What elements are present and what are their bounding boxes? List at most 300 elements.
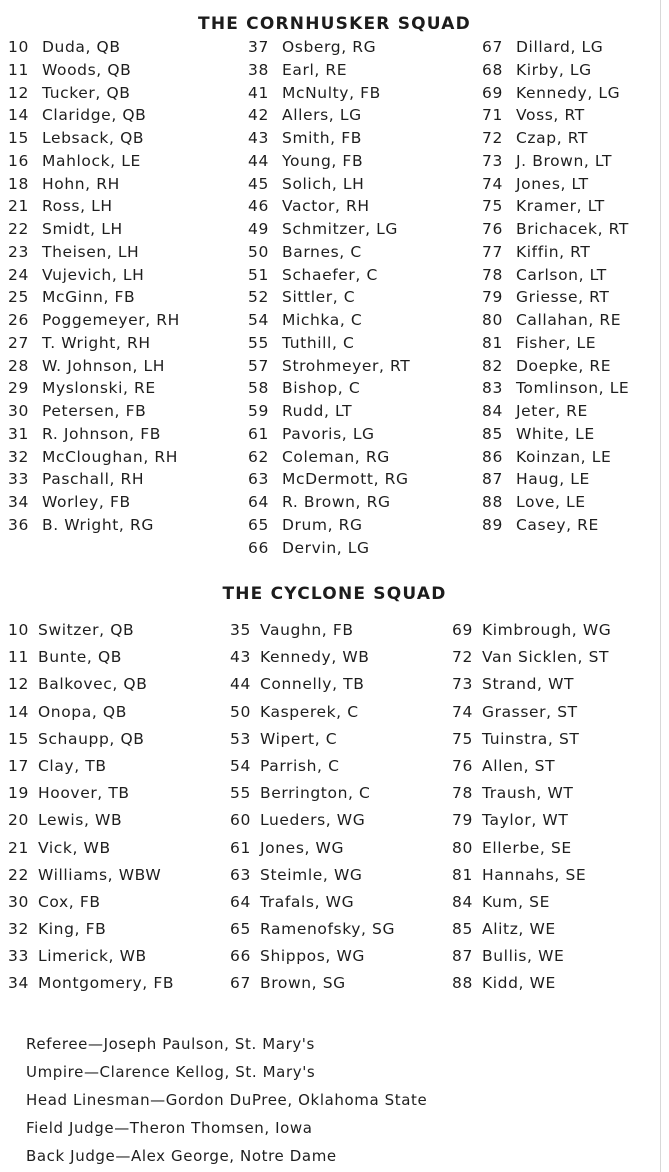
jersey-number: 84 bbox=[482, 402, 503, 420]
player-name-position: Bullis, WE bbox=[482, 947, 565, 966]
roster-entry bbox=[482, 355, 629, 378]
player-name-position: Young, FB bbox=[282, 151, 364, 170]
player-name-position: Brown, SG bbox=[260, 974, 346, 993]
player-name-position: Haug, LE bbox=[516, 470, 590, 489]
roster-entry bbox=[482, 491, 629, 514]
player-name-position: Kum, SE bbox=[482, 892, 551, 911]
roster-entry bbox=[230, 644, 395, 671]
player-name-position: Jones, LT bbox=[516, 174, 589, 193]
roster-entry bbox=[452, 943, 611, 970]
roster-entry bbox=[248, 173, 410, 196]
jersey-number: 16 bbox=[8, 151, 29, 170]
official-umpire: Umpire—Clarence Kellog, St. Mary's bbox=[26, 1063, 316, 1081]
roster-entry bbox=[8, 889, 174, 916]
jersey-number: 21 bbox=[8, 197, 29, 216]
player-name-position: Jeter, RE bbox=[516, 402, 588, 420]
player-name-position: Woods, QB bbox=[42, 60, 132, 79]
jersey-number: 45 bbox=[248, 174, 269, 193]
roster-entry bbox=[482, 400, 629, 423]
player-name-position: Dillard, LG bbox=[516, 38, 604, 56]
player-name-position: Coleman, RG bbox=[282, 447, 390, 466]
official-head-linesman: Head Linesman—Gordon DuPree, Oklahoma State bbox=[26, 1091, 428, 1109]
jersey-number: 67 bbox=[230, 974, 251, 993]
player-name-position: Schaupp, QB bbox=[38, 729, 145, 748]
jersey-number: 30 bbox=[8, 892, 29, 911]
jersey-number: 65 bbox=[230, 920, 251, 939]
cyclone-roster-col-3 bbox=[452, 617, 611, 998]
roster-entry bbox=[482, 195, 629, 218]
jersey-number: 44 bbox=[230, 675, 251, 694]
player-name-position: Allers, LG bbox=[282, 106, 362, 125]
player-name-position: Dervin, LG bbox=[282, 538, 370, 557]
roster-entry bbox=[8, 699, 174, 726]
roster-entry bbox=[230, 617, 395, 644]
jersey-number: 76 bbox=[482, 220, 503, 238]
official-back-judge: Back Judge—Alex George, Notre Dame bbox=[26, 1147, 337, 1165]
roster-entry bbox=[248, 468, 410, 491]
player-name-position: Griesse, RT bbox=[516, 288, 610, 307]
player-name-position: Switzer, QB bbox=[38, 621, 135, 639]
jersey-number: 22 bbox=[8, 220, 29, 238]
player-name-position: McGinn, FB bbox=[42, 288, 136, 307]
roster-entry bbox=[248, 491, 410, 514]
roster-entry bbox=[482, 514, 629, 537]
roster-entry bbox=[248, 286, 410, 309]
roster-entry bbox=[482, 423, 629, 446]
roster-entry bbox=[8, 36, 180, 59]
player-name-position: Mahlock, LE bbox=[42, 151, 141, 170]
player-name-position: Kidd, WE bbox=[482, 974, 556, 993]
cyclone-roster-col-2 bbox=[230, 617, 395, 998]
jersey-number: 64 bbox=[248, 493, 269, 511]
jersey-number: 87 bbox=[452, 947, 473, 966]
jersey-number: 44 bbox=[248, 151, 269, 170]
player-name-position: Osberg, RG bbox=[282, 38, 377, 56]
jersey-number: 82 bbox=[482, 356, 503, 375]
player-name-position: Sittler, C bbox=[282, 288, 356, 307]
player-name-position: King, FB bbox=[38, 920, 107, 939]
jersey-number: 26 bbox=[8, 311, 29, 329]
jersey-number: 18 bbox=[8, 174, 29, 193]
jersey-number: 89 bbox=[482, 515, 503, 534]
player-name-position: Berrington, C bbox=[260, 784, 371, 803]
roster-entry bbox=[482, 150, 629, 173]
roster-entry bbox=[230, 889, 395, 916]
roster-entry bbox=[8, 807, 174, 834]
player-name-position: Steimle, WG bbox=[260, 865, 363, 884]
jersey-number: 62 bbox=[248, 447, 269, 466]
player-name-position: Kasperek, C bbox=[260, 702, 359, 721]
player-name-position: Brichacek, RT bbox=[516, 220, 629, 238]
roster-entry bbox=[8, 491, 180, 514]
jersey-number: 73 bbox=[452, 675, 473, 694]
roster-entry bbox=[482, 218, 629, 241]
player-name-position: Onopa, QB bbox=[38, 702, 127, 721]
roster-entry bbox=[230, 780, 395, 807]
roster-entry bbox=[452, 835, 611, 862]
player-name-position: Earl, RE bbox=[282, 60, 348, 79]
player-name-position: Schmitzer, LG bbox=[282, 220, 399, 238]
roster-entry bbox=[248, 514, 410, 537]
jersey-number: 35 bbox=[230, 621, 251, 639]
jersey-number: 36 bbox=[8, 515, 29, 534]
roster-entry bbox=[452, 780, 611, 807]
roster-entry bbox=[482, 309, 629, 332]
player-name-position: Balkovec, QB bbox=[38, 675, 148, 694]
jersey-number: 10 bbox=[8, 621, 29, 639]
jersey-number: 78 bbox=[452, 784, 473, 803]
player-name-position: Myslonski, RE bbox=[42, 379, 156, 398]
cornhusker-squad-title: THE CORNHUSKER SQUAD bbox=[198, 14, 471, 34]
jersey-number: 10 bbox=[8, 38, 29, 56]
jersey-number: 71 bbox=[482, 106, 503, 125]
jersey-number: 28 bbox=[8, 356, 29, 375]
player-name-position: Allen, ST bbox=[482, 756, 556, 775]
jersey-number: 63 bbox=[230, 865, 251, 884]
player-name-position: R. Brown, RG bbox=[282, 493, 391, 511]
jersey-number: 76 bbox=[452, 756, 473, 775]
player-name-position: Michka, C bbox=[282, 311, 363, 329]
player-name-position: Casey, RE bbox=[516, 515, 599, 534]
player-name-position: Vick, WB bbox=[38, 838, 111, 857]
player-name-position: Tomlinson, LE bbox=[516, 379, 630, 398]
jersey-number: 88 bbox=[482, 493, 503, 511]
jersey-number: 23 bbox=[8, 242, 29, 261]
jersey-number: 43 bbox=[230, 648, 251, 667]
jersey-number: 52 bbox=[248, 288, 269, 307]
player-name-position: Tuinstra, ST bbox=[482, 729, 580, 748]
roster-entry bbox=[248, 423, 410, 446]
cyclone-squad-title: THE CYCLONE SQUAD bbox=[222, 584, 447, 604]
jersey-number: 87 bbox=[482, 470, 503, 489]
jersey-number: 80 bbox=[452, 838, 473, 857]
roster-entry bbox=[482, 241, 629, 264]
player-name-position: Williams, WBW bbox=[38, 865, 162, 884]
jersey-number: 59 bbox=[248, 402, 269, 420]
roster-entry bbox=[482, 264, 629, 287]
player-name-position: Ellerbe, SE bbox=[482, 838, 572, 857]
jersey-number: 64 bbox=[230, 892, 251, 911]
roster-entry bbox=[8, 377, 180, 400]
player-name-position: Jones, WG bbox=[260, 838, 345, 857]
roster-entry bbox=[8, 150, 180, 173]
roster-entry bbox=[452, 726, 611, 753]
roster-entry bbox=[230, 807, 395, 834]
jersey-number: 50 bbox=[248, 242, 269, 261]
roster-entry bbox=[230, 699, 395, 726]
jersey-number: 20 bbox=[8, 811, 29, 830]
player-name-position: Vaughn, FB bbox=[260, 621, 354, 639]
jersey-number: 69 bbox=[452, 621, 473, 639]
jersey-number: 34 bbox=[8, 974, 29, 993]
player-name-position: Rudd, LT bbox=[282, 402, 353, 420]
official-field-judge: Field Judge—Theron Thomsen, Iowa bbox=[26, 1119, 313, 1137]
jersey-number: 41 bbox=[248, 83, 269, 102]
jersey-number: 53 bbox=[230, 729, 251, 748]
jersey-number: 84 bbox=[452, 892, 473, 911]
roster-entry bbox=[248, 127, 410, 150]
jersey-number: 14 bbox=[8, 702, 29, 721]
jersey-number: 49 bbox=[248, 220, 269, 238]
player-name-position: Shippos, WG bbox=[260, 947, 365, 966]
official-referee: Referee—Joseph Paulson, St. Mary's bbox=[26, 1035, 315, 1053]
jersey-number: 17 bbox=[8, 756, 29, 775]
roster-entry bbox=[452, 753, 611, 780]
jersey-number: 73 bbox=[482, 151, 503, 170]
jersey-number: 72 bbox=[452, 648, 473, 667]
player-name-position: Wipert, C bbox=[260, 729, 338, 748]
roster-entry bbox=[8, 753, 174, 780]
roster-entry bbox=[452, 644, 611, 671]
roster-entry bbox=[248, 218, 410, 241]
player-name-position: Kirby, LG bbox=[516, 60, 592, 79]
roster-entry bbox=[8, 82, 180, 105]
player-name-position: Koinzan, LE bbox=[516, 447, 612, 466]
roster-entry bbox=[8, 970, 174, 997]
jersey-number: 86 bbox=[482, 447, 503, 466]
jersey-number: 15 bbox=[8, 729, 29, 748]
player-name-position: Lewis, WB bbox=[38, 811, 123, 830]
roster-entry bbox=[8, 59, 180, 82]
roster-entry bbox=[8, 286, 180, 309]
player-name-position: Alitz, WE bbox=[482, 920, 556, 939]
player-name-position: Cox, FB bbox=[38, 892, 101, 911]
roster-entry bbox=[482, 36, 629, 59]
player-name-position: W. Johnson, LH bbox=[42, 356, 166, 375]
player-name-position: Pavoris, LG bbox=[282, 424, 375, 443]
player-name-position: McCloughan, RH bbox=[42, 447, 178, 466]
jersey-number: 58 bbox=[248, 379, 269, 398]
jersey-number: 77 bbox=[482, 242, 503, 261]
roster-entry bbox=[230, 835, 395, 862]
jersey-number: 50 bbox=[230, 702, 251, 721]
jersey-number: 72 bbox=[482, 129, 503, 147]
player-name-position: Paschall, RH bbox=[42, 470, 145, 489]
player-name-position: Lueders, WG bbox=[260, 811, 366, 830]
player-name-position: Montgomery, FB bbox=[38, 974, 175, 993]
player-name-position: Theisen, LH bbox=[42, 242, 140, 261]
player-name-position: Ramenofsky, SG bbox=[260, 920, 396, 939]
jersey-number: 51 bbox=[248, 265, 269, 284]
jersey-number: 75 bbox=[482, 197, 503, 216]
player-name-position: Czap, RT bbox=[516, 129, 589, 147]
roster-entry bbox=[482, 59, 629, 82]
jersey-number: 55 bbox=[230, 784, 251, 803]
roster-entry bbox=[248, 36, 410, 59]
roster-entry bbox=[8, 173, 180, 196]
roster-entry bbox=[248, 104, 410, 127]
player-name-position: Parrish, C bbox=[260, 756, 340, 775]
player-name-position: Carlson, LT bbox=[516, 265, 607, 284]
jersey-number: 88 bbox=[452, 974, 473, 993]
player-name-position: Kimbrough, WG bbox=[482, 621, 612, 639]
player-name-position: Vactor, RH bbox=[282, 197, 370, 216]
player-name-position: R. Johnson, FB bbox=[42, 424, 161, 443]
jersey-number: 85 bbox=[452, 920, 473, 939]
jersey-number: 80 bbox=[482, 311, 503, 329]
officials-list bbox=[26, 1030, 427, 1170]
roster-entry bbox=[452, 617, 611, 644]
jersey-number: 12 bbox=[8, 675, 29, 694]
roster-entry bbox=[248, 264, 410, 287]
player-name-position: Trafals, WG bbox=[260, 892, 355, 911]
roster-entry bbox=[230, 726, 395, 753]
roster-entry bbox=[248, 241, 410, 264]
jersey-number: 54 bbox=[248, 311, 269, 329]
jersey-number: 74 bbox=[452, 702, 473, 721]
jersey-number: 32 bbox=[8, 447, 29, 466]
roster-entry bbox=[482, 173, 629, 196]
roster-entry bbox=[230, 671, 395, 698]
jersey-number: 25 bbox=[8, 288, 29, 307]
roster-entry bbox=[8, 127, 180, 150]
jersey-number: 69 bbox=[482, 83, 503, 102]
player-name-position: Solich, LH bbox=[282, 174, 365, 193]
player-name-position: Taylor, WT bbox=[482, 811, 569, 830]
player-name-position: Bishop, C bbox=[282, 379, 361, 398]
roster-entry bbox=[482, 82, 629, 105]
jersey-number: 42 bbox=[248, 106, 269, 125]
player-name-position: Duda, QB bbox=[42, 38, 121, 56]
player-name-position: T. Wright, RH bbox=[42, 333, 151, 352]
jersey-number: 60 bbox=[230, 811, 251, 830]
roster-entry bbox=[482, 286, 629, 309]
cornhusker-roster-col-1 bbox=[8, 36, 180, 537]
roster-entry bbox=[8, 617, 174, 644]
player-name-position: Claridge, QB bbox=[42, 106, 147, 125]
roster-entry bbox=[8, 195, 180, 218]
roster-entry bbox=[452, 889, 611, 916]
player-name-position: Kiffin, RT bbox=[516, 242, 591, 261]
roster-entry bbox=[230, 862, 395, 889]
player-name-position: Hohn, RH bbox=[42, 174, 120, 193]
jersey-number: 75 bbox=[452, 729, 473, 748]
roster-entry bbox=[248, 377, 410, 400]
player-name-position: Barnes, C bbox=[282, 242, 362, 261]
player-name-position: Smith, FB bbox=[282, 129, 362, 147]
jersey-number: 83 bbox=[482, 379, 503, 398]
jersey-number: 68 bbox=[482, 60, 503, 79]
jersey-number: 67 bbox=[482, 38, 503, 56]
jersey-number: 11 bbox=[8, 60, 29, 79]
jersey-number: 79 bbox=[452, 811, 473, 830]
roster-entry bbox=[8, 835, 174, 862]
jersey-number: 74 bbox=[482, 174, 503, 193]
player-name-position: Callahan, RE bbox=[516, 311, 622, 329]
roster-entry bbox=[8, 943, 174, 970]
player-name-position: Traush, WT bbox=[482, 784, 574, 803]
jersey-number: 61 bbox=[230, 838, 251, 857]
roster-entry bbox=[248, 355, 410, 378]
jersey-number: 38 bbox=[248, 60, 269, 79]
jersey-number: 27 bbox=[8, 333, 29, 352]
jersey-number: 63 bbox=[248, 470, 269, 489]
jersey-number: 46 bbox=[248, 197, 269, 216]
jersey-number: 32 bbox=[8, 920, 29, 939]
player-name-position: McNulty, FB bbox=[282, 83, 381, 102]
player-name-position: Clay, TB bbox=[38, 756, 107, 775]
roster-entry bbox=[8, 423, 180, 446]
roster-entry bbox=[8, 355, 180, 378]
player-name-position: Strand, WT bbox=[482, 675, 575, 694]
roster-entry bbox=[452, 916, 611, 943]
jersey-number: 66 bbox=[248, 538, 269, 557]
roster-entry bbox=[452, 807, 611, 834]
player-name-position: Lebsack, QB bbox=[42, 129, 145, 147]
jersey-number: 65 bbox=[248, 515, 269, 534]
jersey-number: 81 bbox=[452, 865, 473, 884]
roster-entry bbox=[8, 332, 180, 355]
roster-entry bbox=[8, 241, 180, 264]
jersey-number: 34 bbox=[8, 493, 29, 511]
player-name-position: Van Sicklen, ST bbox=[482, 648, 610, 667]
jersey-number: 78 bbox=[482, 265, 503, 284]
jersey-number: 14 bbox=[8, 106, 29, 125]
roster-entry bbox=[8, 862, 174, 889]
jersey-number: 79 bbox=[482, 288, 503, 307]
roster-entry bbox=[452, 862, 611, 889]
roster-entry bbox=[230, 753, 395, 780]
player-name-position: Tuthill, C bbox=[282, 333, 355, 352]
player-name-position: J. Brown, LT bbox=[516, 151, 613, 170]
player-name-position: Bunte, QB bbox=[38, 648, 122, 667]
roster-entry bbox=[8, 446, 180, 469]
player-name-position: Strohmeyer, RT bbox=[282, 356, 411, 375]
roster-entry bbox=[248, 446, 410, 469]
roster-entry bbox=[482, 332, 629, 355]
jersey-number: 22 bbox=[8, 865, 29, 884]
player-name-position: Connelly, TB bbox=[260, 675, 365, 694]
roster-entry bbox=[248, 332, 410, 355]
jersey-number: 24 bbox=[8, 265, 29, 284]
jersey-number: 29 bbox=[8, 379, 29, 398]
jersey-number: 66 bbox=[230, 947, 251, 966]
cyclone-roster-col-1 bbox=[8, 617, 174, 998]
jersey-number: 37 bbox=[248, 38, 269, 56]
jersey-number: 21 bbox=[8, 838, 29, 857]
roster-entry bbox=[452, 671, 611, 698]
player-name-position: Hoover, TB bbox=[38, 784, 130, 803]
cornhusker-roster-col-3 bbox=[482, 36, 629, 537]
jersey-number: 33 bbox=[8, 470, 29, 489]
roster-entry bbox=[8, 916, 174, 943]
roster-entry bbox=[8, 671, 174, 698]
roster-entry bbox=[8, 400, 180, 423]
player-name-position: B. Wright, RG bbox=[42, 515, 154, 534]
jersey-number: 19 bbox=[8, 784, 29, 803]
roster-entry bbox=[8, 104, 180, 127]
player-name-position: White, LE bbox=[516, 424, 595, 443]
jersey-number: 15 bbox=[8, 129, 29, 147]
roster-entry bbox=[8, 218, 180, 241]
roster-entry bbox=[452, 699, 611, 726]
roster-entry bbox=[8, 468, 180, 491]
jersey-number: 61 bbox=[248, 424, 269, 443]
player-name-position: Drum, RG bbox=[282, 515, 363, 534]
roster-entry bbox=[8, 309, 180, 332]
roster-entry bbox=[8, 726, 174, 753]
roster-entry bbox=[482, 468, 629, 491]
player-name-position: Worley, FB bbox=[42, 493, 131, 511]
jersey-number: 33 bbox=[8, 947, 29, 966]
player-name-position: Poggemeyer, RH bbox=[42, 311, 180, 329]
player-name-position: Love, LE bbox=[516, 493, 586, 511]
roster-entry bbox=[482, 127, 629, 150]
player-name-position: Kennedy, LG bbox=[516, 83, 621, 102]
player-name-position: Smidt, LH bbox=[42, 220, 123, 238]
jersey-number: 12 bbox=[8, 83, 29, 102]
jersey-number: 55 bbox=[248, 333, 269, 352]
